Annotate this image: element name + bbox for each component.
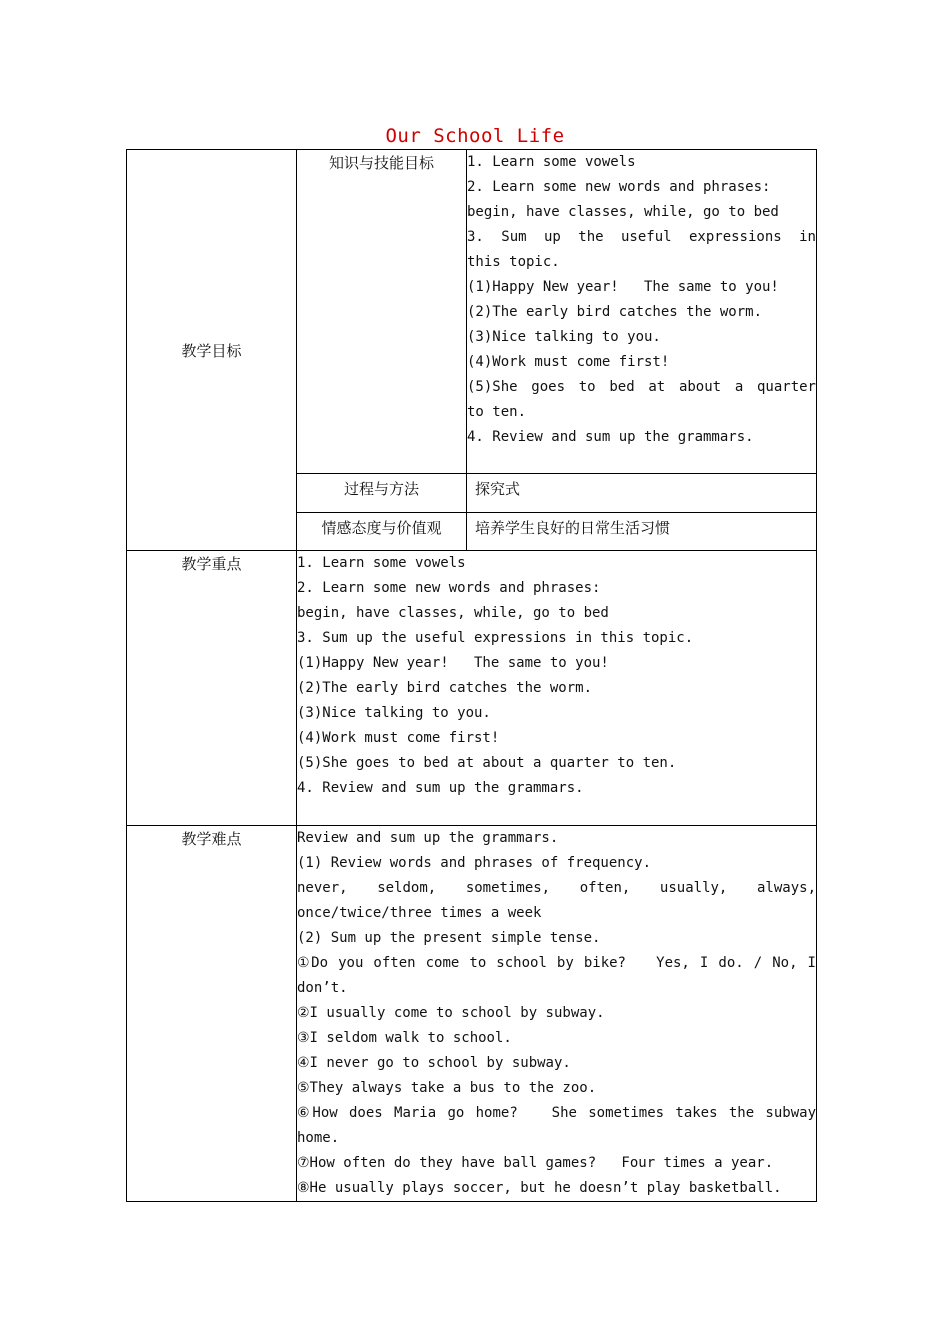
list-item: 3. Sum up the useful expressions in: [467, 229, 816, 245]
list-item: never, seldom, sometimes, often, usually, always,: [297, 880, 816, 896]
attitude-label-cell: [297, 513, 467, 551]
list-item: 3. Sum up the useful expressions in this topic.: [297, 630, 694, 646]
list-item: ④I never go to school by subway.: [297, 1055, 571, 1071]
list-item: (2)The early bird catches the worm.: [467, 304, 763, 320]
list-item: home.: [297, 1130, 340, 1146]
list-item: (1)Happy New year! The same to you!: [297, 655, 609, 671]
list-item: 1. Learn some vowels: [467, 154, 636, 170]
list-item: 2. Learn some new words and phrases:: [467, 179, 771, 195]
knowledge-label-cell: [297, 150, 467, 474]
list-item: don’t.: [297, 980, 348, 996]
list-item: ⑥How does Maria go home? She sometimes takes the subway: [297, 1105, 816, 1121]
lesson-plan-table: [126, 149, 817, 1202]
list-item: (5)She goes to bed at about a quarter to ten.: [297, 755, 677, 771]
list-item: ①Do you often come to school by bike? Yes, I do. / No, I: [297, 955, 816, 971]
difficult-points-content: [297, 826, 817, 1202]
key-points-label: 教学重点: [181, 555, 242, 573]
list-item: (1) Review words and phrases of frequency.: [297, 855, 652, 871]
table-row: [127, 826, 817, 1202]
key-points-content: [297, 551, 817, 826]
list-item: (2) Sum up the present simple tense.: [297, 930, 601, 946]
list-item: (1)Happy New year! The same to you!: [467, 279, 779, 295]
list-item: Review and sum up the grammars.: [297, 830, 559, 846]
list-item: (3)Nice talking to you.: [467, 329, 661, 345]
list-item: ③I seldom walk to school.: [297, 1030, 512, 1046]
difficult-points-label-cell: [127, 826, 297, 1202]
list-item: begin, have classes, while, go to bed: [467, 204, 779, 220]
list-item: ⑧He usually plays soccer, but he doesn’t play basketball.: [297, 1180, 782, 1196]
attitude-value: 培养学生良好的日常生活习惯: [475, 519, 671, 537]
key-points-label-cell: [127, 551, 297, 826]
process-label-cell: [297, 474, 467, 513]
list-item: (2)The early bird catches the worm.: [297, 680, 593, 696]
knowledge-content: [467, 150, 817, 474]
process-label: 过程与方法: [343, 480, 419, 498]
list-item: 2. Learn some new words and phrases:: [297, 580, 601, 596]
list-item: this topic.: [467, 254, 560, 270]
list-item: begin, have classes, while, go to bed: [297, 605, 609, 621]
list-item: (5)She goes to bed at about a quarter: [467, 379, 816, 395]
attitude-label: 情感态度与价值观: [321, 519, 442, 537]
page-title: Our School Life: [385, 125, 565, 147]
list-item: (4)Work must come first!: [297, 730, 500, 746]
list-item: 4. Review and sum up the grammars.: [297, 780, 584, 796]
knowledge-label: 知识与技能目标: [328, 154, 434, 172]
list-item: ②I usually come to school by subway.: [297, 1005, 605, 1021]
list-item: (4)Work must come first!: [467, 354, 670, 370]
table-row: [127, 150, 817, 474]
list-item: 1. Learn some vowels: [297, 555, 466, 571]
list-item: once/twice/three times a week: [297, 905, 542, 921]
objectives-label-cell: [127, 150, 297, 551]
list-item: ⑤They always take a bus to the zoo.: [297, 1080, 597, 1096]
list-item: ⑦How often do they have ball games? Four times a year.: [297, 1155, 774, 1171]
difficult-points-label: 教学难点: [181, 830, 242, 848]
process-value-cell: [467, 474, 817, 513]
objectives-label: 教学目标: [181, 341, 242, 360]
attitude-value-cell: [467, 513, 817, 551]
table-row: [127, 551, 817, 826]
list-item: (3)Nice talking to you.: [297, 705, 491, 721]
list-item: to ten.: [467, 404, 527, 420]
process-value: 探究式: [475, 480, 521, 498]
list-item: 4. Review and sum up the grammars.: [467, 429, 754, 445]
